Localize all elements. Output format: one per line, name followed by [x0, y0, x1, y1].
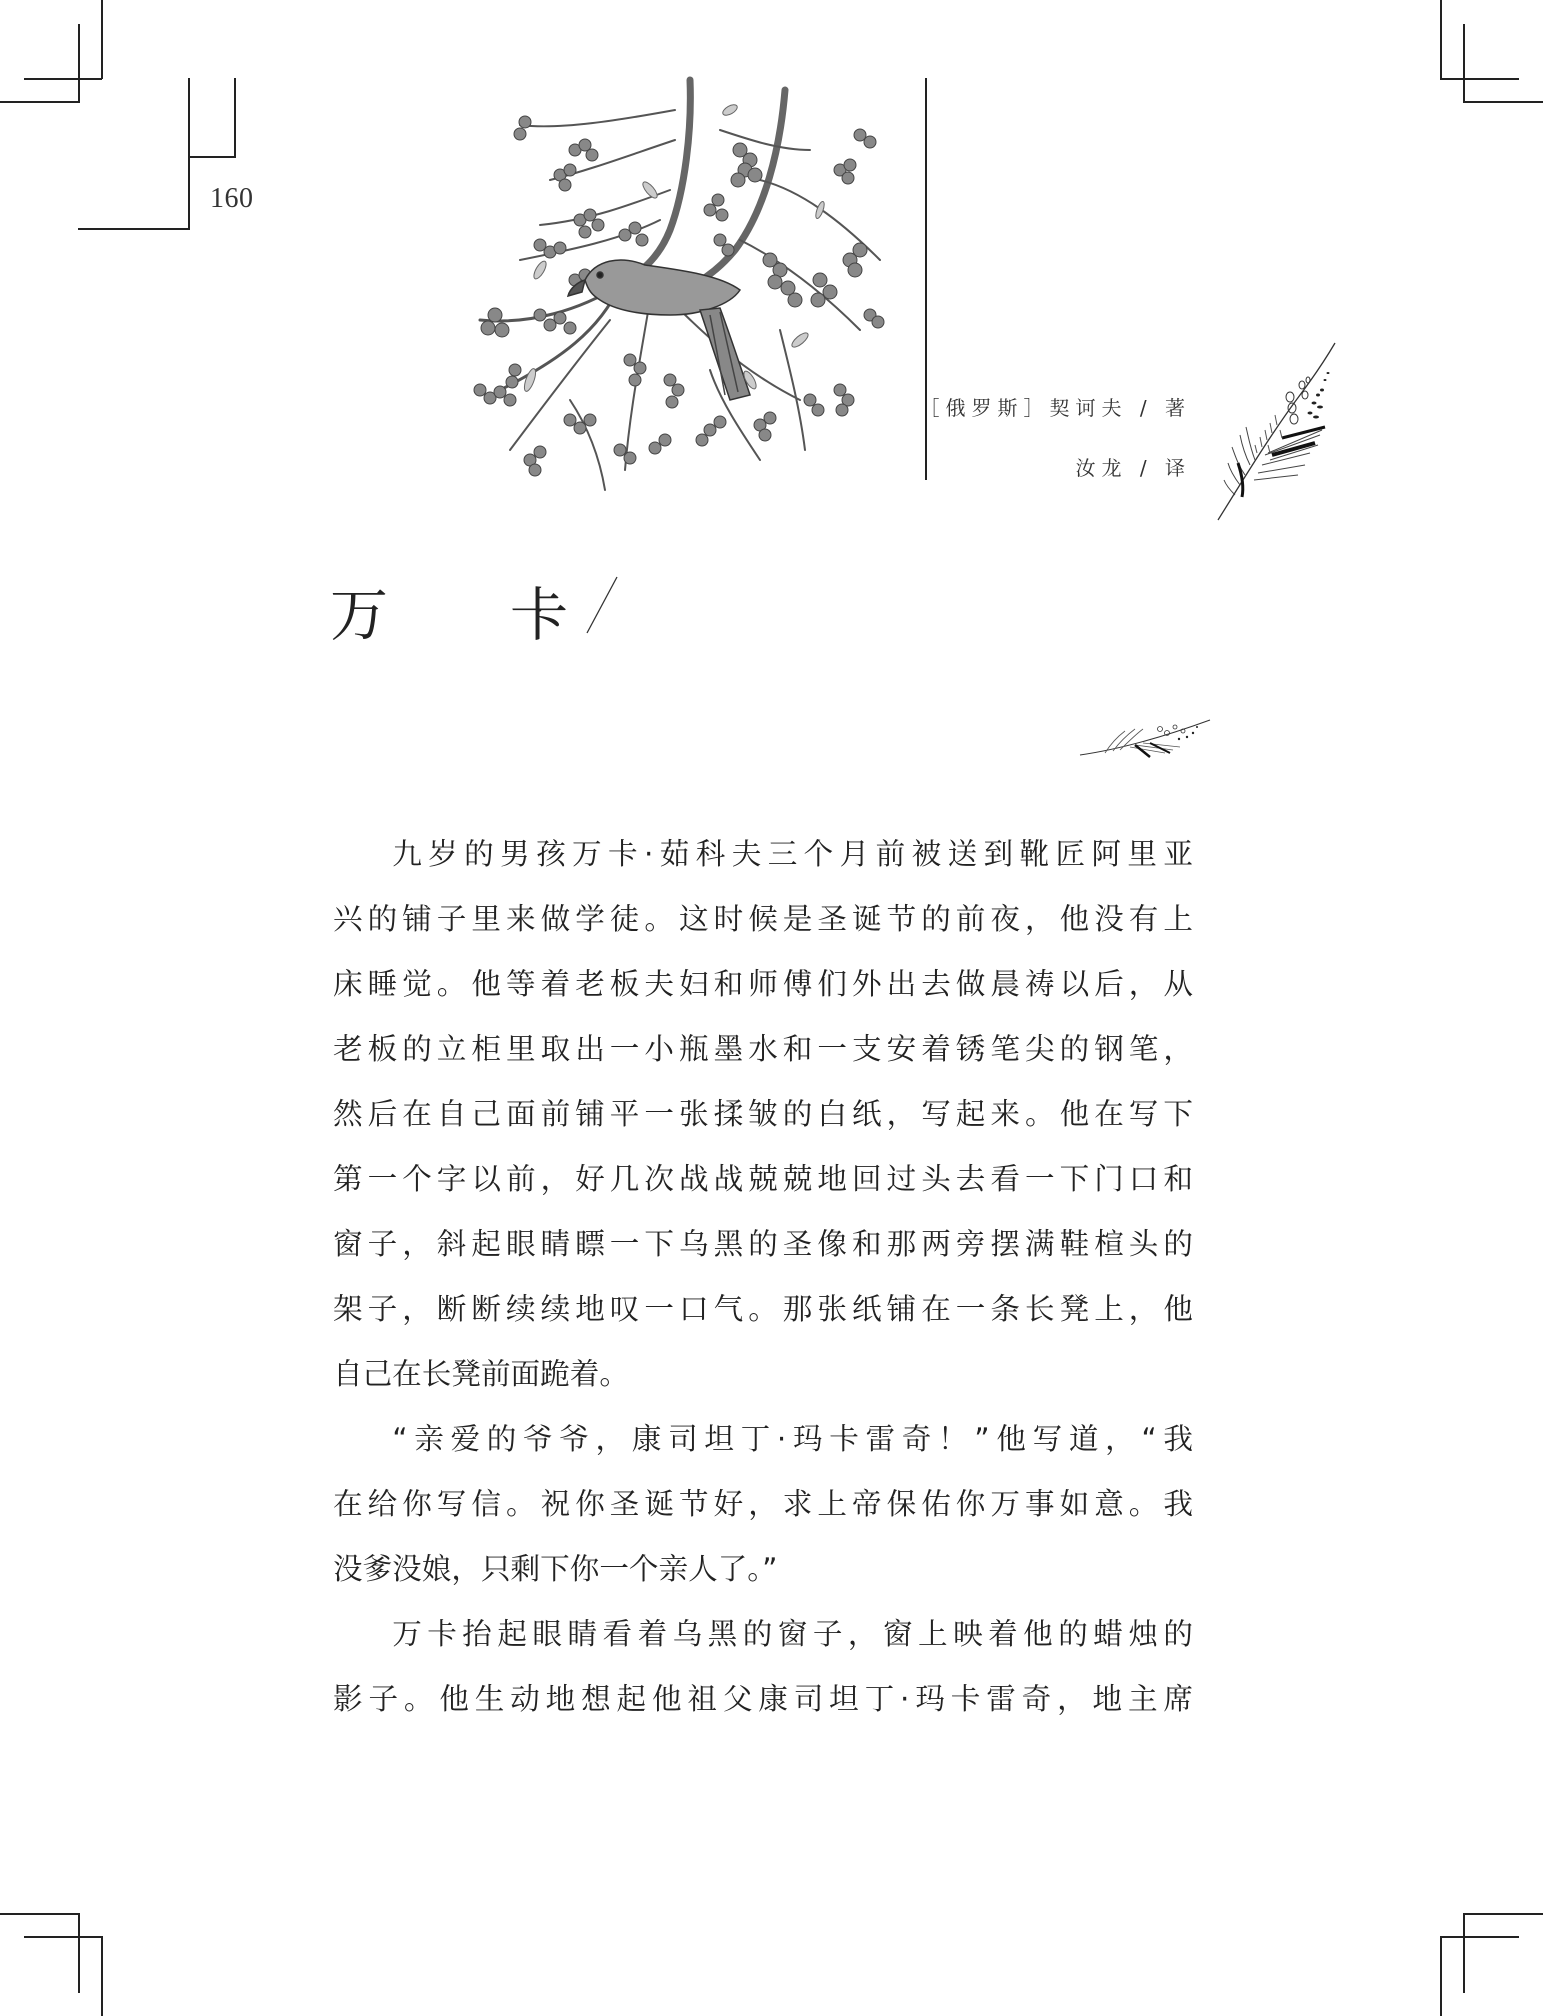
crop-mark-top-right-h2 [1463, 101, 1543, 103]
crop-mark-bottom-right-v2 [1440, 1936, 1442, 2016]
text-line: 窗子，斜起眼睛瞟一下乌黑的圣像和那两旁摆满鞋楦头的 [333, 1227, 1193, 1261]
crop-mark-top-right-v1 [1440, 0, 1442, 79]
paragraph-3 [333, 1602, 1193, 1732]
text-line: 九岁的男孩万卡·茹科夫三个月前被送到靴匠阿里亚 [392, 837, 1193, 871]
paragraph-2 [333, 1407, 1193, 1602]
title-slash-ornament [585, 575, 619, 635]
text-line: 影子。他生动地想起他祖父康司坦丁·玛卡雷奇，地主席 [333, 1682, 1193, 1716]
header-bracket-v-left [188, 78, 190, 230]
crop-mark-top-right-h1 [1440, 78, 1519, 80]
text-line: 床睡觉。他等着老板夫妇和师傅们外出去做晨祷以后，从 [333, 967, 1193, 1001]
crop-mark-bottom-right-h1 [1463, 1913, 1543, 1915]
header-bracket-h-bottom [78, 228, 190, 230]
text-line: 在给你写信。祝你圣诞节好，求上帝保佑你万事如意。我 [333, 1487, 1193, 1521]
crop-mark-top-left-v1 [101, 0, 103, 79]
text-line: 架子，断断续续地叹一口气。那张纸铺在一条长凳上，他 [333, 1292, 1193, 1326]
feather-icon [1075, 715, 1215, 760]
crop-mark-bottom-right-h2 [1440, 1936, 1519, 1938]
text-line: 自己在长凳前面跪着。 [333, 1357, 629, 1391]
crop-mark-top-left-h2 [0, 101, 79, 103]
text-line: 老板的立柜里取出一小瓶墨水和一支安着锈笔尖的钢笔， [333, 1032, 1193, 1066]
crop-mark-bottom-left-h1 [0, 1913, 79, 1915]
crop-mark-top-left-v2 [78, 24, 80, 103]
page-number: 160 [210, 183, 254, 214]
text-line: “亲爱的爷爷，康司坦丁·玛卡雷奇！”他写道，“我 [392, 1422, 1193, 1456]
title-char-1: 万 [330, 581, 389, 649]
header-bracket-v-right [234, 78, 236, 158]
paragraph-1 [333, 822, 1193, 1407]
text-line: 万卡抬起眼睛看着乌黑的窗子，窗上映着他的蜡烛的 [392, 1617, 1193, 1651]
crop-mark-bottom-left-v2 [101, 1936, 103, 2016]
translator-byline: 汝龙 / 译 [1075, 456, 1191, 480]
bird-on-branch-illustration [420, 70, 930, 500]
author-byline: ［俄罗斯］契诃夫 / 著 [919, 396, 1191, 420]
crop-mark-top-right-v2 [1463, 24, 1465, 103]
crop-mark-top-left-h1 [24, 78, 102, 80]
feather-icon [1210, 335, 1340, 525]
header-bracket-h-mid [188, 156, 235, 158]
crop-mark-bottom-right-v1 [1463, 1913, 1465, 1993]
crop-mark-bottom-left-v1 [78, 1913, 80, 1993]
article-body [333, 822, 1193, 1732]
text-line: 兴的铺子里来做学徒。这时候是圣诞节的前夜，他没有上 [333, 902, 1193, 936]
title-char-2: 卡 [510, 581, 569, 649]
text-line: 没爹没娘，只剩下你一个亲人了。” [333, 1552, 778, 1586]
article-title [330, 568, 568, 652]
text-line: 第一个字以前，好几次战战兢兢地回过头去看一下门口和 [333, 1162, 1193, 1196]
crop-mark-bottom-left-h2 [24, 1936, 103, 1938]
text-line: 然后在自己面前铺平一张揉皱的白纸，写起来。他在写下 [333, 1097, 1193, 1131]
